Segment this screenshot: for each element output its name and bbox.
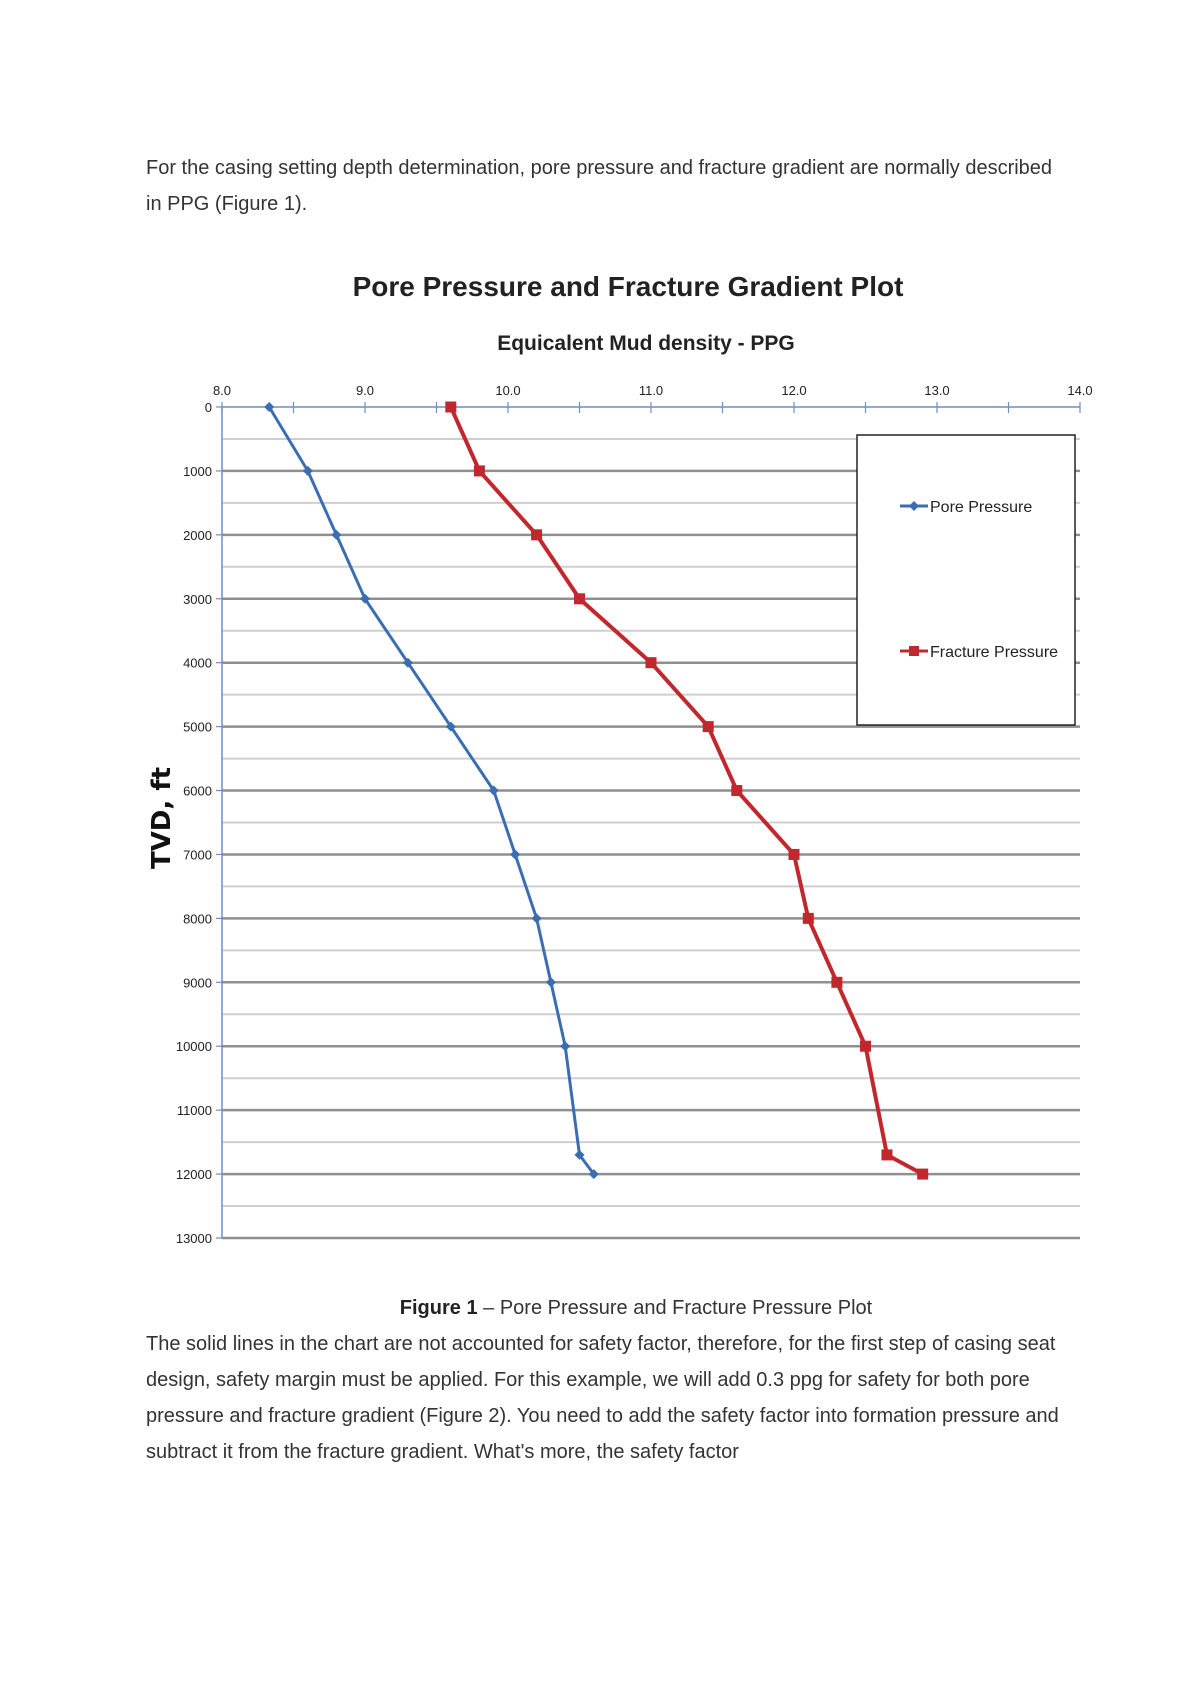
chart-title: Pore Pressure and Fracture Gradient Plot (352, 271, 904, 302)
fracture-pressure-point (917, 1169, 928, 1180)
y-tick-label: 1000 (183, 463, 212, 479)
y-tick-label: 10000 (175, 1039, 212, 1055)
x-tick-label: 13.0 (924, 383, 950, 398)
intro-paragraph: For the casing setting depth determination, pore pressure and fracture gradient are normally described in PPG (Figure 1). (146, 157, 1053, 215)
y-tick-label: 0 (204, 400, 212, 415)
fracture-pressure-point (731, 785, 742, 796)
y-tick-label: 8000 (183, 911, 212, 927)
y-tick-label: 11000 (176, 1103, 212, 1119)
fracture-pressure-point (860, 1041, 871, 1052)
figure-caption (146, 1290, 1126, 1326)
x-tick-label: 10.0 (495, 383, 521, 398)
y-tick-label: 7000 (183, 847, 212, 863)
x-tick-label: 12.0 (781, 383, 807, 398)
caption-text: – Pore Pressure and Fracture Pressure Plot (477, 1297, 873, 1319)
x-tick-label: 9.0 (355, 383, 375, 398)
y-tick-label: 9000 (183, 975, 212, 991)
fracture-pressure-point (881, 1149, 892, 1160)
y-axis-label: TVD, ft (147, 766, 177, 870)
x-tick-label: 8.0 (212, 383, 232, 398)
pore-pressure-point (510, 849, 520, 859)
y-tick-label: 6000 (183, 783, 212, 799)
fracture-pressure-point (574, 593, 585, 604)
fracture-pressure-point (646, 657, 657, 668)
y-tick-label: 4000 (183, 655, 212, 671)
legend-box (857, 435, 1075, 725)
x-tick-label: 14.0 (1067, 383, 1093, 398)
pore-pressure-point (560, 1041, 570, 1051)
fracture-pressure-point (703, 721, 714, 732)
legend (857, 435, 1075, 725)
fracture-pressure-point (531, 529, 542, 540)
legend-fracture-label: Fracture Pressure (930, 644, 1059, 661)
x-axis-label: Equicalent Mud density - PPG (497, 332, 795, 355)
fracture-pressure-point (789, 849, 800, 860)
fracture-pressure-point (445, 402, 456, 413)
caption-figure-number: Figure 1 (399, 1297, 478, 1319)
legend-pore-label: Pore Pressure (930, 499, 1033, 516)
legend-fracture-marker-icon (909, 646, 919, 656)
y-tick-label: 12000 (175, 1167, 212, 1183)
y-tick-label: 5000 (183, 719, 212, 735)
y-tick-label: 3000 (183, 591, 212, 607)
pore-pressure-point (546, 977, 556, 987)
x-tick-label: 11.0 (638, 383, 664, 398)
fracture-pressure-point (803, 913, 814, 924)
fracture-pressure-point (831, 977, 842, 988)
y-tick-label: 2000 (183, 527, 212, 543)
y-tick-label: 13000 (175, 1231, 212, 1246)
pore-pressure-point (331, 530, 341, 540)
pore-pressure-point (532, 913, 542, 923)
body-paragraph: The solid lines in the chart are not accounted for safety factor, therefore, for the first step of casing seat design, safety margin must be applied. For this example, we will add 0.3 ppg for safety for both pore pressure and fracture gradient (Figure 2). You need to add the safety factor into formation pressure and subtract it from the fracture gradient. What's more, the safety factor (146, 1333, 1059, 1463)
fracture-pressure-point (474, 465, 485, 476)
